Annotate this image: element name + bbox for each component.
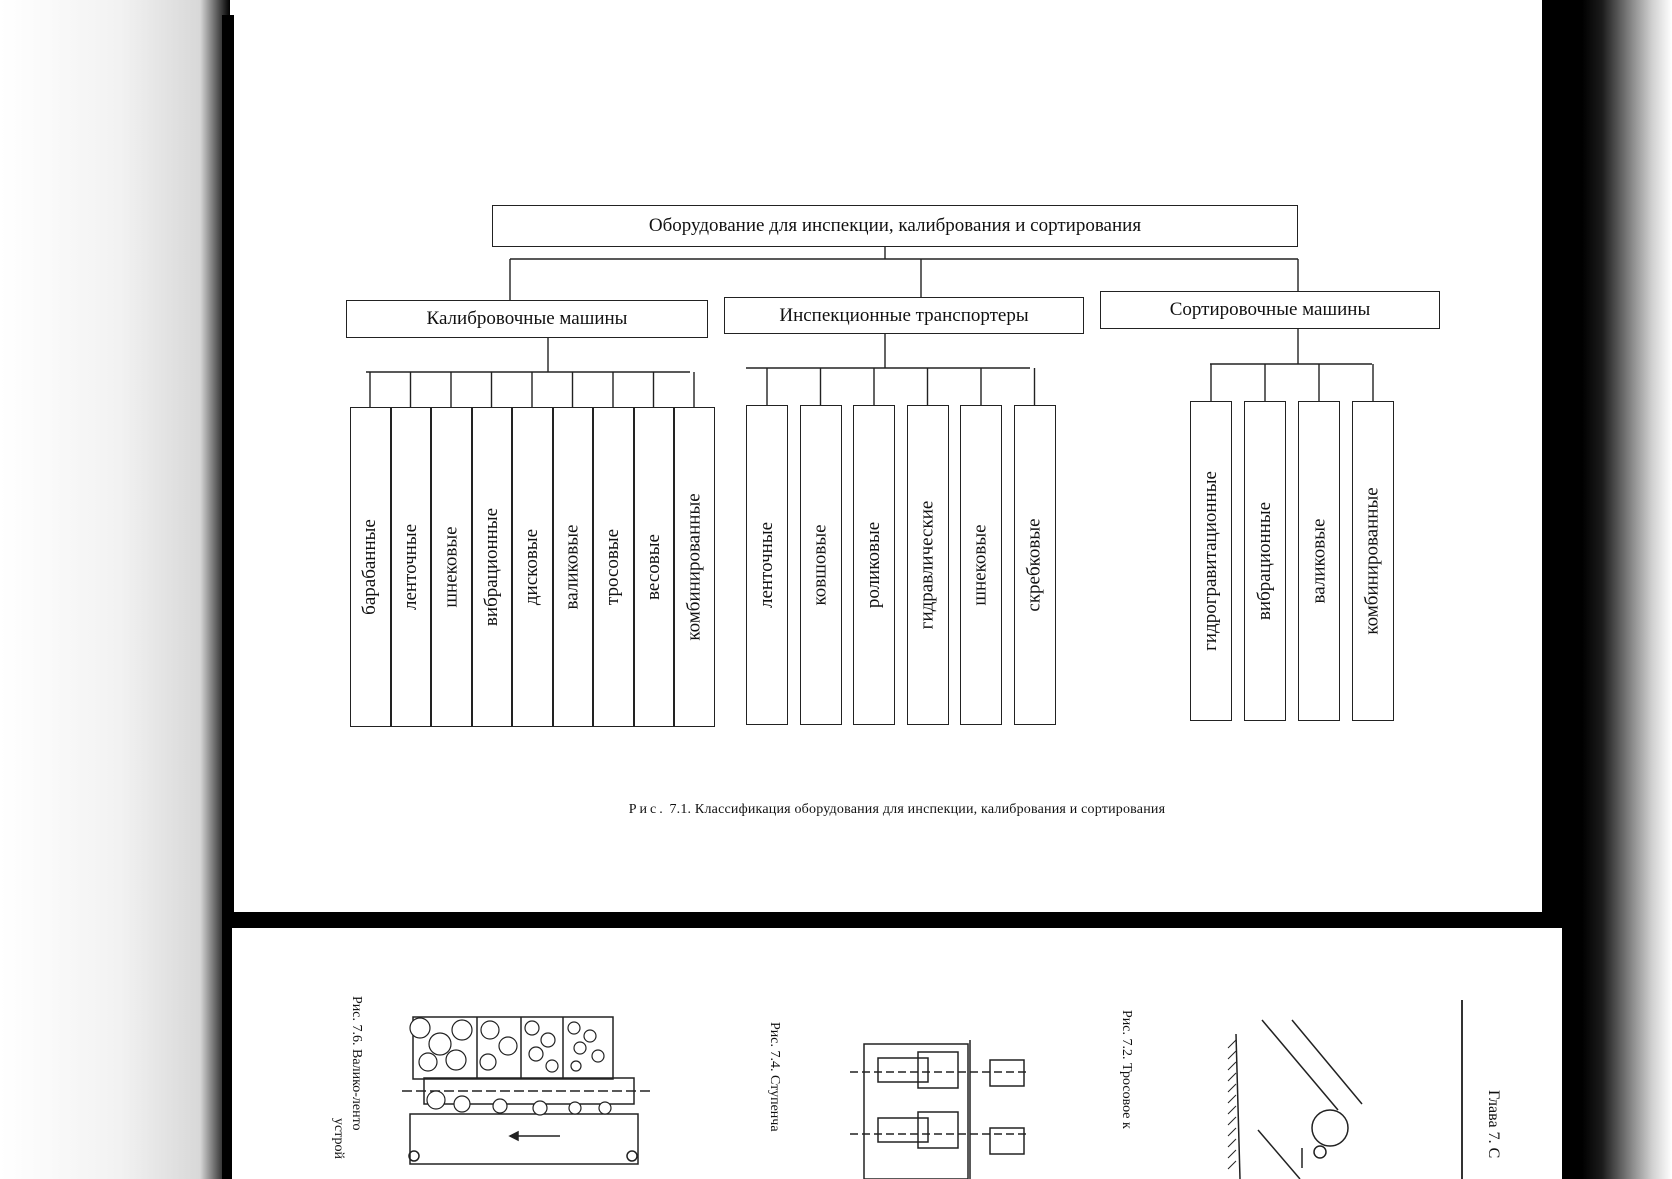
leaf-node-label: гидрогравитационные bbox=[1200, 471, 1221, 651]
product-ball bbox=[480, 1054, 496, 1070]
leaf-node-label: комбинированные bbox=[683, 493, 705, 641]
leaf-node-label: вибрационные bbox=[1254, 501, 1275, 621]
group-node-label: Сортировочные машины bbox=[1169, 299, 1371, 320]
lower-caption-7-6: Рис. 7.6. Валико-ленто bbox=[349, 996, 364, 1131]
product-ball bbox=[499, 1037, 517, 1055]
leaf-node-label: барабанные bbox=[359, 519, 381, 615]
product-ball bbox=[599, 1102, 611, 1114]
hatch-line bbox=[1228, 1139, 1236, 1147]
product-ball bbox=[493, 1099, 507, 1113]
leaf-node-label: скребковые bbox=[1023, 518, 1045, 612]
leaf-node-label: тросовые bbox=[602, 528, 624, 606]
product-ball bbox=[571, 1061, 581, 1071]
root-node-label: Оборудование для инспекции, калибрования и сортирования bbox=[648, 215, 1142, 236]
caption-text: 7.1. Классификация оборудования для инспекции, калибрования и сортирования bbox=[669, 802, 1166, 817]
product-ball bbox=[410, 1018, 430, 1038]
product-ball bbox=[592, 1050, 604, 1062]
lower-caption-7-2: Рис. 7.2. Тросовое к bbox=[1119, 1010, 1134, 1129]
product-ball bbox=[525, 1021, 539, 1035]
hatch-line bbox=[1228, 1084, 1236, 1092]
product-ball bbox=[568, 1022, 580, 1034]
product-ball bbox=[427, 1091, 445, 1109]
product-ball bbox=[546, 1060, 558, 1072]
lower-caption-7-6-cont: устрой bbox=[331, 1118, 346, 1159]
leaf-node-label: ковшовые bbox=[809, 524, 831, 606]
caption-prefix: Рис. bbox=[628, 802, 666, 817]
leaf-node-label: весовые bbox=[642, 534, 664, 600]
product-ball bbox=[452, 1020, 472, 1040]
product-ball bbox=[569, 1102, 581, 1114]
product-ball bbox=[429, 1033, 451, 1055]
hatch-line bbox=[1228, 1040, 1236, 1048]
leaf-node-label: ленточные bbox=[399, 523, 421, 611]
leaf-node-label: комбинированные bbox=[1362, 487, 1384, 635]
product-ball bbox=[541, 1033, 555, 1047]
leaf-node-label: шнековые bbox=[970, 524, 992, 606]
leaf-node-label: гидравлические bbox=[916, 500, 938, 630]
group-node-label: Калибровочные машины bbox=[426, 308, 628, 329]
leaf-node-label: валиковые bbox=[561, 524, 583, 610]
leaf-node-label: ленточные bbox=[756, 521, 778, 609]
hatch-line bbox=[1228, 1095, 1236, 1103]
product-ball bbox=[454, 1096, 470, 1112]
product-ball bbox=[481, 1021, 499, 1039]
product-ball bbox=[529, 1047, 543, 1061]
hatch-line bbox=[1228, 1051, 1236, 1059]
hatch-line bbox=[1228, 1073, 1236, 1081]
hatch-line bbox=[1228, 1106, 1236, 1114]
product-ball bbox=[446, 1050, 466, 1070]
chapter-header: Глава 7. С bbox=[1485, 1090, 1502, 1159]
leaf-node-label: валиковые bbox=[1308, 518, 1329, 604]
hatch-line bbox=[1228, 1117, 1236, 1125]
hatch-line bbox=[1228, 1161, 1236, 1169]
hatch-line bbox=[1228, 1062, 1236, 1070]
leaf-node-label: вибрационные bbox=[480, 507, 502, 627]
leaf-node-label: шнековые bbox=[440, 526, 462, 608]
group-node-label: Инспекционные транспортеры bbox=[779, 304, 1029, 326]
hatch-line bbox=[1228, 1150, 1236, 1158]
product-ball bbox=[419, 1053, 437, 1071]
product-ball bbox=[584, 1030, 596, 1042]
hatch-line bbox=[1228, 1128, 1236, 1136]
product-ball bbox=[533, 1101, 547, 1115]
lower-caption-7-4: Рис. 7.4. Ступенча bbox=[767, 1022, 782, 1132]
leaf-node-label: дисковые bbox=[521, 528, 543, 606]
leaf-node-label: роликовые bbox=[863, 521, 884, 609]
product-ball bbox=[574, 1042, 586, 1054]
